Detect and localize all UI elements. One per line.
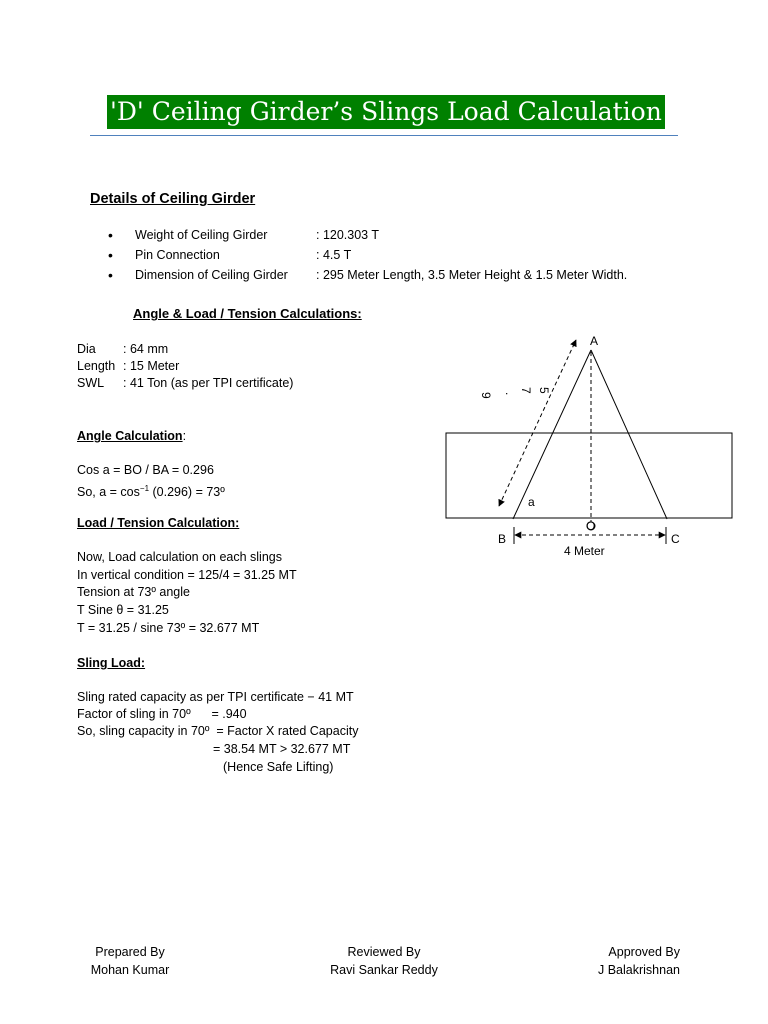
spec-value: : 41 Ton (as per TPI certificate) xyxy=(123,376,294,390)
signature-name: J Balakrishnan xyxy=(598,963,680,977)
bullet-icon: • xyxy=(108,267,113,283)
detail-value: : 295 Meter Length, 3.5 Meter Height & 1.5 Meter Width. xyxy=(316,268,628,282)
angle-calc-heading xyxy=(77,428,186,445)
signature-role: Reviewed By xyxy=(347,945,421,959)
signature-name: Mohan Kumar xyxy=(90,963,170,977)
detail-label: Dimension of Ceiling Girder xyxy=(135,268,288,282)
length-digit: 5 xyxy=(537,387,551,394)
sling-load-heading: Sling Load: xyxy=(77,656,146,670)
label-o: O xyxy=(586,519,596,533)
angle-calc-superscript: −1 xyxy=(139,484,150,493)
sling-line-ac xyxy=(591,350,667,519)
load-calc-heading: Load / Tension Calculation: xyxy=(77,516,240,530)
detail-item-weight xyxy=(108,227,708,247)
detail-label: Pin Connection xyxy=(135,248,220,262)
spec-label: Dia xyxy=(77,342,96,356)
angle-calc-line-1: Cos a = BO / BA = 0.296 xyxy=(77,463,214,477)
load-calc-line: Now, Load calculation on each slings xyxy=(77,550,282,564)
signature-name: Ravi Sankar Reddy xyxy=(330,963,438,977)
sling-geometry-diagram xyxy=(440,330,740,570)
sling-length-dimension xyxy=(499,340,576,506)
load-calc-line: T Sine θ = 31.25 xyxy=(77,603,169,617)
signature-prepared xyxy=(80,943,180,979)
sling-line-ab xyxy=(513,350,591,519)
signature-role: Prepared By xyxy=(95,945,165,959)
spec-value: : 64 mm xyxy=(123,342,169,356)
length-digit: 9 xyxy=(479,392,493,399)
signature-approved xyxy=(580,943,680,979)
bullet-icon: • xyxy=(108,247,113,263)
sling-load-line: (Hence Safe Lifting) xyxy=(223,760,334,774)
spec-length xyxy=(77,358,179,375)
load-calc-line: Tension at 73º angle xyxy=(77,585,190,599)
signature-reviewed xyxy=(319,943,449,979)
angle-symbol: a xyxy=(528,495,535,509)
detail-item-pin xyxy=(108,247,708,267)
sling-load-line: So, sling capacity in 70º = Factor X rated Capacity xyxy=(77,724,359,738)
signature-role: Approved By xyxy=(608,945,680,959)
bullet-icon: • xyxy=(108,227,113,243)
length-digit: 7 xyxy=(519,387,533,394)
detail-item-dimension xyxy=(108,267,708,287)
detail-value: : 120.303 T xyxy=(316,228,380,242)
load-calc-line: In vertical condition = 125/4 = 31.25 MT xyxy=(77,568,297,582)
spec-label: SWL xyxy=(77,376,105,390)
angle-calc-heading-text: Angle Calculation xyxy=(77,429,183,443)
base-length-label: 4 Meter xyxy=(564,544,605,558)
label-a: A xyxy=(590,334,599,348)
angle-calc-line-2 xyxy=(77,480,225,501)
sling-load-line: Factor of sling in 70º = .940 xyxy=(77,707,247,721)
detail-value: : 4.5 T xyxy=(316,248,352,262)
label-b: B xyxy=(498,532,507,546)
angle-calc-heading-colon: : xyxy=(182,429,187,443)
label-c: C xyxy=(671,532,680,546)
page-title: 'D' Ceiling Girder’s Slings Load Calculation xyxy=(107,95,665,129)
sling-load-line: Sling rated capacity as per TPI certificate − 41 MT xyxy=(77,690,354,704)
spec-dia xyxy=(77,341,168,358)
length-digit: . xyxy=(503,392,517,396)
details-heading: Details of Ceiling Girder xyxy=(90,191,256,207)
spec-value: : 15 Meter xyxy=(123,359,180,373)
spec-swl xyxy=(77,375,293,392)
angle-calc-text: (0.296) = 73º xyxy=(149,485,225,500)
title-block xyxy=(90,93,678,136)
load-calc-line: T = 31.25 / sine 73º = 32.677 MT xyxy=(77,621,260,635)
sling-load-line: = 38.54 MT > 32.677 MT xyxy=(213,742,351,756)
angle-load-heading: Angle & Load / Tension Calculations: xyxy=(133,306,362,321)
detail-label: Weight of Ceiling Girder xyxy=(135,228,268,242)
spec-label: Length xyxy=(77,359,116,373)
girder-rectangle xyxy=(446,433,732,518)
angle-calc-text: So, a = cos xyxy=(77,485,140,500)
